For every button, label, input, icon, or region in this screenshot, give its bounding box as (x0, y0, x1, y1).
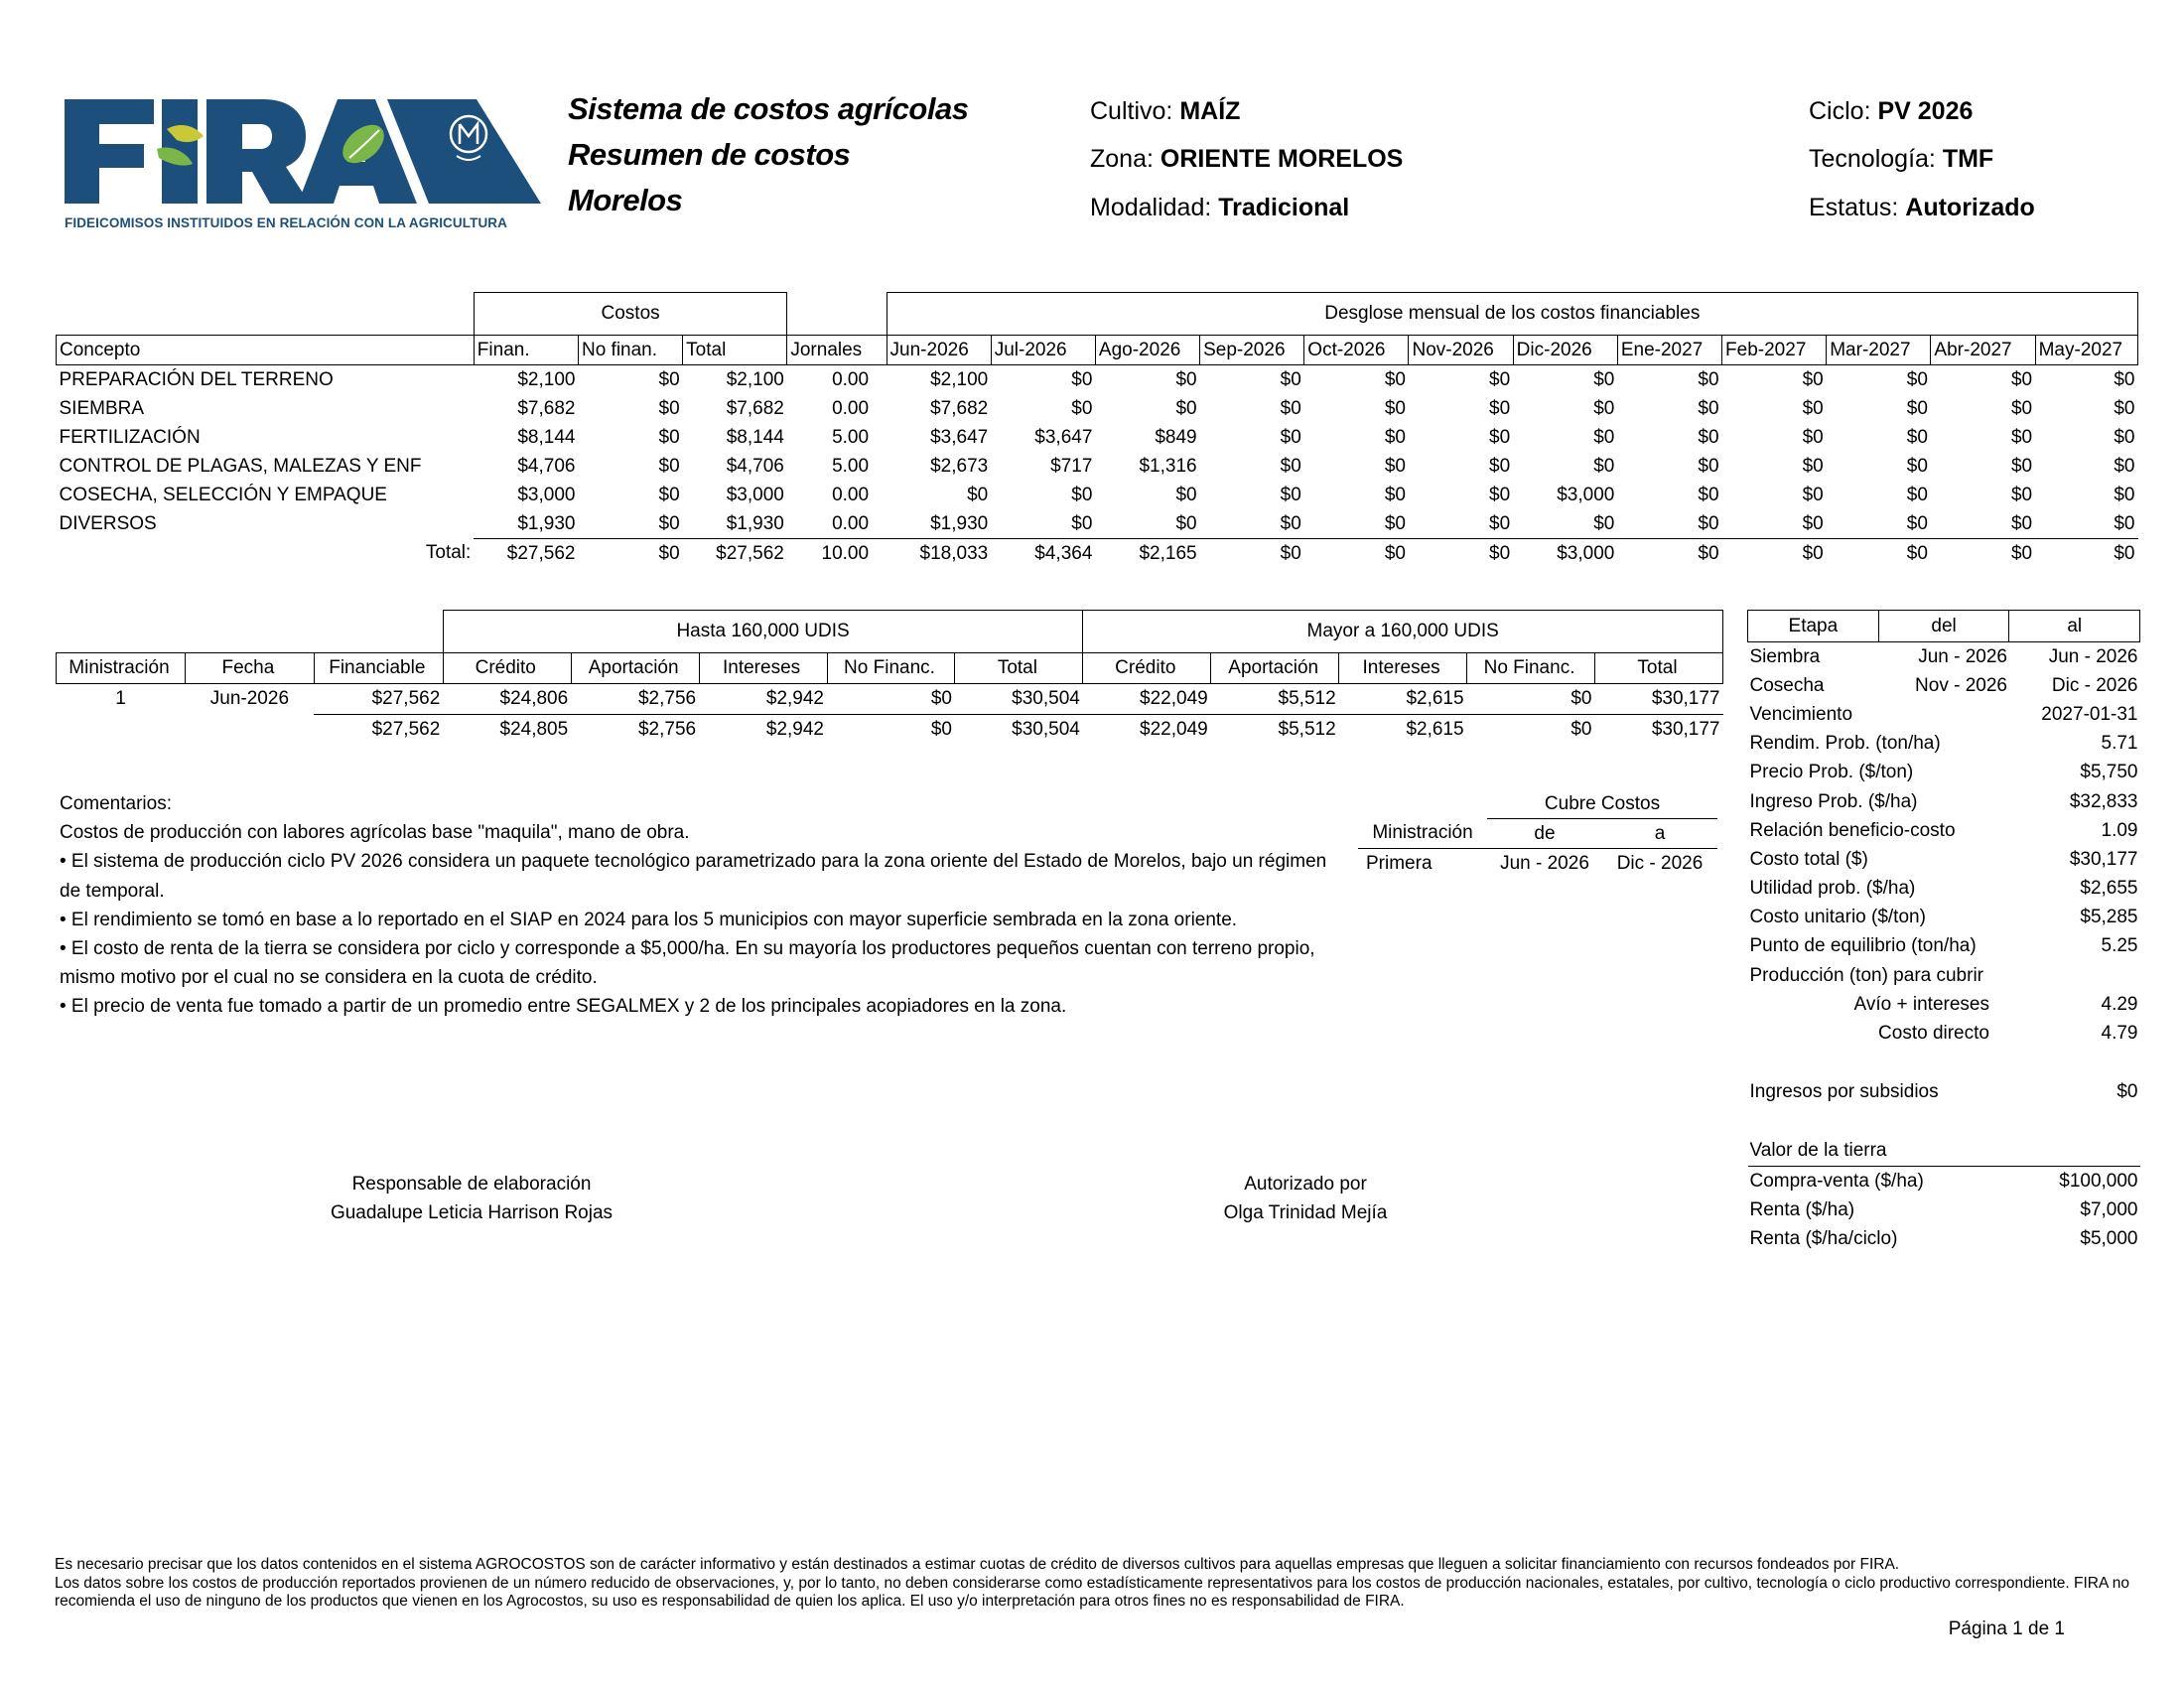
comment-line: • El precio de venta fue tomado a partir de un promedio entre SEGALMEX y 2 de los principales acopiadores en la zona. (60, 996, 1067, 1018)
disclaimer-line: Es necesario precisar que los datos contenidos en el sistema AGROCOSTOS son de carácter informativo y están destinados a estimar cuotas de crédito de diversos cultivos para aquellas empresas que lleguen a solicitar financiamiento con recursos fondeados por FIRA. (55, 1556, 1900, 1573)
produccion-label: Producción (ton) para cubrir (1749, 964, 1983, 986)
cost-cell: $0 (967, 484, 989, 505)
cost-cell: $0 (1698, 484, 1719, 505)
cost-row (57, 423, 2138, 452)
cultivo-value: MAÍZ (1179, 97, 1241, 125)
directo-label: Costo directo (1878, 1023, 1989, 1045)
zona-value: ORIENTE MORELOS (1160, 145, 1404, 173)
etapa-name: Siembra (1749, 645, 1821, 667)
total-cell: $0 (1827, 539, 1931, 569)
comment-line: Costos de producción con labores agrícolas base "maquila", mano de obra. (60, 822, 690, 844)
cost-cell: $0 (1489, 368, 1511, 390)
cost-cell: $0 (2114, 426, 2135, 448)
indicator-label: Ingreso Prob. ($/ha) (1749, 790, 1918, 812)
total-cell: $2,165 (1095, 539, 1199, 569)
etapa-del: Nov - 2026 (1915, 674, 2007, 696)
indicator-row (1748, 875, 2140, 904)
indicator-label: Rendim. Prob. (ton/ha) (1749, 733, 1941, 755)
group-mayor: Mayor a 160,000 UDIS (1083, 611, 1723, 653)
tierra-item-value: $7,000 (2080, 1198, 2138, 1220)
cost-cell: $0 (658, 484, 680, 505)
etapa-del: Jun - 2026 (1918, 645, 2007, 667)
cost-row (57, 394, 2138, 423)
al-header: al (2009, 611, 2140, 642)
etapa-header: Etapa (1748, 611, 1879, 642)
responsable-name: Guadalupe Leticia Harrison Rojas (330, 1202, 614, 1223)
cultivo-label: Cultivo: (1090, 97, 1173, 125)
total-cell: $0 (1200, 539, 1304, 569)
cost-cell: $7,682 (930, 397, 989, 419)
ministracion-cell: $22,049 (1140, 688, 1208, 709)
ministracion-cell: $24,806 (499, 688, 569, 709)
cost-cell: $1,930 (517, 512, 576, 534)
ministracion-row (57, 684, 1723, 715)
cost-cell: $0 (2114, 455, 2135, 477)
zona-label: Zona: (1090, 145, 1154, 173)
group-hasta: Hasta 160,000 UDIS (443, 611, 1083, 653)
cost-cell: $0 (1698, 397, 1719, 419)
cost-cell: $7,682 (726, 397, 784, 419)
cost-cell: $0 (2010, 484, 2033, 505)
col-header: Total (683, 336, 787, 365)
cost-row (57, 481, 2138, 509)
ministracion-total: $2,615 (1339, 715, 1467, 746)
total-cell: $27,562 (683, 539, 787, 569)
cost-cell: $0 (1698, 426, 1719, 448)
cubre-ministracion: Primera (1366, 852, 1433, 874)
total-cell: $27,562 (474, 539, 578, 569)
page-number: Página 1 de 1 (1948, 1618, 2065, 1639)
cost-concept: CONTROL DE PLAGAS, MALEZAS Y ENF (59, 455, 422, 477)
cost-cell: 0.00 (832, 368, 870, 390)
cost-cell: $2,100 (726, 368, 784, 390)
cost-cell: $0 (1280, 512, 1301, 534)
col-header: Abr-2027 (1931, 336, 2035, 365)
col-header: No Financ. (1467, 653, 1595, 684)
zona-field (1090, 145, 1403, 174)
cubre-de: Jun - 2026 (1500, 852, 1589, 874)
cost-cell: $0 (1175, 484, 1197, 505)
etapa-al: Jun - 2026 (2048, 645, 2138, 667)
indicator-row (1748, 787, 2140, 816)
indicator-label: Costo unitario ($/ton) (1749, 907, 1926, 928)
indicator-value: 2027-01-31 (2041, 703, 2138, 725)
del-header: del (1878, 611, 2009, 642)
disclaimer-line: Los datos sobre los costos de producción reportados provienen de un número reducido de observaciones, y, por lo tanto, no deben considerarse como estadísticamente representativos para los costos de producción nacionales, estatales, por cultivo, tecnología o ciclo productivo correspondiente. FIRA no recomienda el uso de ninguno de los productos que vienen en los Agrocostos, su uso es responsabilidad de quien los aplica. El uso y/o interpretación para otros fines no es responsabilidad de FIRA. (55, 1574, 2129, 1610)
ciclo-field (1809, 97, 1973, 126)
cost-cell: 5.00 (832, 426, 870, 448)
cost-cell: $0 (1280, 484, 1301, 505)
cost-cell: $849 (1155, 426, 1197, 448)
cost-cell: $0 (1802, 426, 1824, 448)
avio-label: Avío + intereses (1853, 993, 1989, 1015)
col-header: No finan. (578, 336, 682, 365)
col-header: Ene-2027 (1617, 336, 1721, 365)
avio-value: 4.29 (2101, 993, 2138, 1015)
col-header: Feb-2027 (1722, 336, 1827, 365)
cost-cell: $7,682 (517, 397, 576, 419)
cost-cell: $0 (1384, 455, 1406, 477)
col-header: Total (1595, 653, 1723, 684)
cost-cell: $0 (658, 397, 680, 419)
cost-table-header (57, 336, 2138, 365)
comments-label: Comentarios: (60, 793, 172, 814)
ministracion-total: $30,504 (955, 715, 1083, 746)
cost-cell: $0 (1071, 484, 1093, 505)
col-header: Crédito (1083, 653, 1211, 684)
comment-line: • El sistema de producción ciclo PV 2026 considera un paquete tecnológico parametrizado para la zona oriente del Estado de Morelos, bajo un régimen de temporal. (60, 851, 1327, 902)
cost-row (57, 509, 2138, 539)
cost-cell: $0 (1593, 512, 1615, 534)
directo-value: 4.79 (2101, 1023, 2138, 1045)
autorizado-block (1112, 1170, 1499, 1227)
col-header: Fecha (185, 653, 314, 684)
cost-cell: $2,100 (517, 368, 576, 390)
total-cell: $0 (1617, 539, 1721, 569)
comment-line: • El rendimiento se tomó en base a lo reportado en el SIAP en 2024 para los 5 municipios con mayor superficie sembrada en la zona oriente. (60, 909, 1238, 930)
total-cell: $0 (1931, 539, 2035, 569)
tierra-item-value: $5,000 (2080, 1227, 2138, 1249)
cubre-header: de (1487, 819, 1602, 849)
cost-concept: DIVERSOS (59, 512, 157, 534)
total-cell: $3,000 (1513, 539, 1617, 569)
col-header: Mar-2027 (1827, 336, 1931, 365)
title-line-1: Sistema de costos agrícolas (568, 91, 969, 126)
col-header: Jul-2026 (991, 336, 1095, 365)
cost-cell: $0 (1384, 484, 1406, 505)
cubre-header: Ministración (1358, 819, 1487, 849)
cost-cell: $0 (1489, 397, 1511, 419)
indicator-label: Precio Prob. ($/ton) (1749, 762, 1914, 783)
cost-cell: $0 (1489, 484, 1511, 505)
col-header: Ministración (57, 653, 186, 684)
ministracion-cell: $0 (930, 688, 952, 709)
cost-concept: COSECHA, SELECCIÓN Y EMPAQUE (59, 484, 387, 505)
cost-cell: $0 (1384, 426, 1406, 448)
indicator-label: Relación beneficio-costo (1749, 819, 1956, 841)
indicator-label: Costo total ($) (1749, 848, 1868, 870)
indicator-label: Punto de equilibrio (ton/ha) (1749, 935, 1977, 957)
cost-cell: $717 (1050, 455, 1093, 477)
fira-logo-mark (60, 94, 546, 233)
etapa-row (1748, 642, 2140, 672)
cost-cell: $3,647 (930, 426, 989, 448)
tierra-item-label: Renta ($/ha/ciclo) (1749, 1227, 1898, 1249)
col-header: Intereses (1339, 653, 1467, 684)
indicator-label: Utilidad prob. ($/ha) (1749, 878, 1916, 900)
cubre-title: Cubre Costos (1487, 789, 1717, 819)
col-header: Nov-2026 (1409, 336, 1513, 365)
cost-cell: $0 (1593, 455, 1615, 477)
col-header: Total (955, 653, 1083, 684)
modalidad-value: Tradicional (1218, 194, 1350, 221)
logo-tagline: FIDEICOMISOS INSTITUIDOS EN RELACIÓN CON LA AGRICULTURA (65, 215, 507, 230)
cost-cell: $4,706 (517, 455, 576, 477)
col-header: May-2027 (2035, 336, 2137, 365)
ministracion-total: $0 (1467, 715, 1595, 746)
cost-cell: $0 (2010, 512, 2033, 534)
indicator-row (1748, 932, 2140, 961)
cost-cell: $0 (1071, 368, 1093, 390)
cost-cell: $0 (1802, 455, 1824, 477)
tecnologia-field (1809, 145, 1993, 174)
indicator-row (1748, 904, 2140, 932)
col-header: Oct-2026 (1304, 336, 1409, 365)
cost-cell: $0 (1906, 426, 1928, 448)
ministracion-total-row (57, 715, 1723, 746)
cost-table (56, 292, 2138, 568)
cost-cell: $0 (2010, 397, 2033, 419)
ciclo-label: Ciclo: (1809, 97, 1871, 125)
cost-cell: $0 (1280, 368, 1301, 390)
col-header: Sep-2026 (1200, 336, 1304, 365)
cost-cell: $0 (658, 426, 680, 448)
cost-total-row (57, 539, 2138, 569)
ministracion-cell: $0 (1570, 688, 1592, 709)
cost-cell: $0 (1593, 368, 1615, 390)
col-header: Crédito (443, 653, 571, 684)
cost-cell: $0 (2114, 397, 2135, 419)
cost-cell: $0 (1384, 397, 1406, 419)
indicator-row (1748, 700, 2140, 729)
cost-cell: $0 (1698, 512, 1719, 534)
col-header: No Financ. (827, 653, 955, 684)
col-header: Finan. (474, 336, 578, 365)
cost-cell: $0 (1593, 426, 1615, 448)
ministracion-cell: $30,504 (1012, 688, 1080, 709)
cost-row (57, 365, 2138, 395)
cost-cell: $0 (1175, 397, 1197, 419)
cost-cell: $8,144 (517, 426, 576, 448)
cost-concept: FERTILIZACIÓN (59, 426, 201, 448)
cubre-a: Dic - 2026 (1616, 852, 1704, 874)
responsable-block (268, 1170, 675, 1227)
tierra-item-value: $100,000 (2059, 1170, 2138, 1192)
cost-cell: $0 (1280, 397, 1301, 419)
tecnologia-label: Tecnología: (1809, 145, 1936, 173)
ministracion-total: $24,805 (443, 715, 571, 746)
col-header: Jun-2026 (887, 336, 991, 365)
indicator-value: 5.71 (2101, 733, 2138, 755)
col-header: Ago-2026 (1095, 336, 1199, 365)
cost-cell: $2,100 (930, 368, 989, 390)
cost-cell: $0 (2010, 368, 2033, 390)
cubre-costos-table (1358, 789, 1717, 878)
cost-cell: $0 (1280, 426, 1301, 448)
ministracion-total: $22,049 (1083, 715, 1211, 746)
indicator-label: Vencimiento (1749, 703, 1853, 725)
total-cell: $0 (1722, 539, 1827, 569)
cost-cell: $3,647 (1034, 426, 1093, 448)
etapa-row (1748, 671, 2140, 700)
col-header: Aportación (571, 653, 699, 684)
ministracion-cell: $2,756 (637, 688, 697, 709)
cost-cell: $1,930 (930, 512, 989, 534)
cost-concept: SIEMBRA (59, 397, 145, 419)
cost-cell: $1,930 (726, 512, 784, 534)
title-line-2: Resumen de costos (568, 137, 851, 172)
modalidad-field (1090, 194, 1349, 222)
side-panel (1747, 610, 2140, 1254)
fira-logo (60, 94, 546, 233)
cost-cell: $0 (658, 455, 680, 477)
cost-cell: $0 (1802, 484, 1824, 505)
group-costos: Costos (474, 293, 787, 336)
col-header: Intereses (699, 653, 827, 684)
cubre-header: a (1602, 819, 1717, 849)
cost-cell: $8,144 (726, 426, 784, 448)
comment-line: • El costo de renta de la tierra se considera por ciclo y corresponde a $5,000/ha. En su mayoría los productores pequeños cuentan con terreno propio, mismo motivo por el cual no se considera en la cuota de crédito. (60, 938, 1315, 989)
indicator-value: $5,750 (2080, 762, 2138, 783)
cost-cell: $0 (1906, 512, 1928, 534)
cost-cell: 0.00 (832, 484, 870, 505)
estatus-label: Estatus: (1809, 194, 1899, 221)
ministracion-total: $2,756 (571, 715, 699, 746)
ministracion-total: $2,942 (699, 715, 827, 746)
cost-cell: $0 (1280, 455, 1301, 477)
ministracion-total: $5,512 (1211, 715, 1339, 746)
indicator-row (1748, 759, 2140, 787)
cost-cell: $0 (2114, 368, 2135, 390)
estatus-field (1809, 194, 2035, 222)
indicator-value: 5.25 (2101, 935, 2138, 957)
responsable-label: Responsable de elaboración (351, 1174, 592, 1195)
cost-concept: PREPARACIÓN DEL TERRENO (59, 368, 334, 390)
tierra-item-label: Renta ($/ha) (1749, 1198, 1855, 1220)
cost-cell: $0 (1906, 368, 1928, 390)
autorizado-name: Olga Trinidad Mejía (1223, 1202, 1388, 1223)
indicator-row (1748, 816, 2140, 845)
total-cell: $0 (1409, 539, 1513, 569)
cost-cell: $1,316 (1139, 455, 1197, 477)
indicator-value: $5,285 (2080, 907, 2138, 928)
cost-cell: $0 (1802, 397, 1824, 419)
total-cell: $0 (2035, 539, 2137, 569)
comments-block (60, 789, 1350, 1022)
etapa-name: Cosecha (1749, 674, 1825, 696)
cost-cell: $0 (1071, 512, 1093, 534)
cost-cell: $0 (658, 368, 680, 390)
modalidad-label: Modalidad: (1090, 194, 1212, 221)
cost-cell: $0 (2114, 484, 2135, 505)
ministracion-cell: $27,562 (371, 688, 441, 709)
cost-cell: $0 (1802, 512, 1824, 534)
col-header: Dic-2026 (1513, 336, 1617, 365)
total-cell: 10.00 (787, 539, 887, 569)
cost-cell: $3,000 (517, 484, 576, 505)
cost-cell: $0 (2010, 455, 2033, 477)
total-cell: $18,033 (887, 539, 991, 569)
cost-cell: $3,000 (726, 484, 784, 505)
cost-cell: $3,000 (1557, 484, 1615, 505)
ministraciones-table (56, 610, 1723, 745)
cost-cell: $0 (1489, 455, 1511, 477)
cost-cell: $0 (1489, 512, 1511, 534)
cost-cell: $0 (1384, 512, 1406, 534)
cost-cell: $0 (2114, 512, 2135, 534)
cost-cell: $0 (658, 512, 680, 534)
ciclo-value: PV 2026 (1877, 97, 1974, 125)
tierra-item-label: Compra-venta ($/ha) (1749, 1170, 1924, 1192)
cost-cell: $0 (1802, 368, 1824, 390)
ministracion-fecha: Jun-2026 (209, 688, 290, 710)
col-header: Financiable (314, 653, 443, 684)
col-header: Jornales (787, 336, 887, 365)
cost-row (57, 452, 2138, 481)
subsidios-label: Ingresos por subsidios (1749, 1081, 1939, 1103)
cost-cell: $0 (1175, 368, 1197, 390)
indicator-value: $2,655 (2080, 878, 2138, 900)
indicator-row (1748, 730, 2140, 759)
cost-cell: $0 (1906, 455, 1928, 477)
cost-cell: $0 (2010, 426, 2033, 448)
cultivo-field (1090, 97, 1240, 126)
title-line-3: Morelos (568, 183, 683, 217)
estatus-value: Autorizado (1905, 194, 2035, 221)
ministracion-total: $0 (827, 715, 955, 746)
indicator-value: $32,833 (2069, 790, 2138, 812)
subsidios-value: $0 (2116, 1081, 2138, 1103)
total-cell: $0 (1304, 539, 1409, 569)
ministracion-cell: $2,942 (765, 688, 825, 709)
cost-cell: $0 (1906, 397, 1928, 419)
cost-cell: 0.00 (832, 397, 870, 419)
cost-cell: $0 (1906, 484, 1928, 505)
cost-cell: 0.00 (832, 512, 870, 534)
cost-cell: $0 (1593, 397, 1615, 419)
col-header: Aportación (1211, 653, 1339, 684)
indicator-value: 1.09 (2101, 819, 2138, 841)
ministracion-total: $27,562 (314, 715, 443, 746)
tierra-label: Valor de la tierra (1748, 1137, 2140, 1167)
total-label: Total: (425, 542, 472, 564)
cost-cell: $0 (1384, 368, 1406, 390)
cost-cell: $0 (1175, 512, 1197, 534)
ministracion-num: 1 (115, 688, 126, 710)
ministracion-cell: $5,512 (1278, 688, 1336, 709)
cost-cell: $0 (1071, 397, 1093, 419)
total-cell: $4,364 (991, 539, 1095, 569)
ministracion-total: $30,177 (1595, 715, 1723, 746)
cost-cell: $0 (1698, 368, 1719, 390)
indicator-row (1748, 845, 2140, 874)
ministracion-cell: $30,177 (1651, 688, 1720, 709)
cost-cell: $2,673 (930, 455, 989, 477)
total-cell: $0 (578, 539, 682, 569)
group-desglose: Desglose mensual de los costos financiables (887, 293, 2137, 336)
etapa-al: Dic - 2026 (2051, 674, 2138, 696)
cost-cell: 5.00 (832, 455, 870, 477)
autorizado-label: Autorizado por (1244, 1174, 1367, 1195)
col-header: Concepto (57, 336, 475, 365)
cost-cell: $0 (1698, 455, 1719, 477)
indicator-value: $30,177 (2069, 848, 2138, 870)
ministraciones-header (57, 653, 1723, 684)
disclaimer (55, 1556, 2159, 1612)
cost-cell: $0 (1489, 426, 1511, 448)
ministracion-cell: $2,615 (1406, 688, 1464, 709)
cost-cell: $4,706 (726, 455, 784, 477)
tecnologia-value: TMF (1942, 145, 1994, 173)
